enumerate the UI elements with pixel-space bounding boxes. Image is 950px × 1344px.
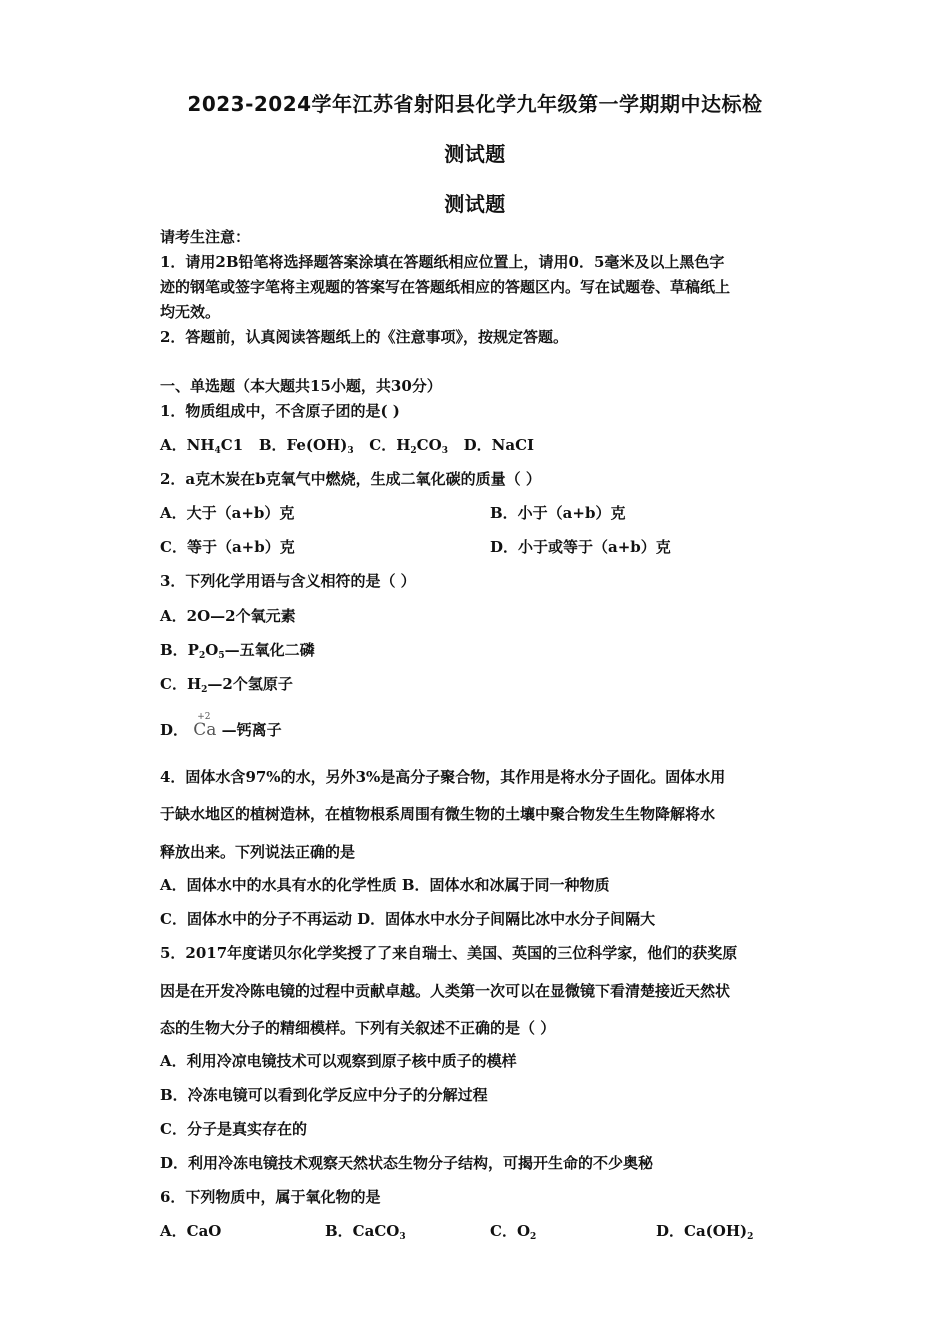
question-2-stem: 2．a克木炭在b克氧气中燃烧，生成二氧化碳的质量（ ） [160, 470, 541, 488]
page-title: 2023-2024学年江苏省射阳县化学九年级第一学期期中达标检 [187, 92, 763, 116]
notice-item-2: 2．答题前，认真阅读答题纸上的《注意事项》，按规定答题。 [160, 328, 568, 346]
q3-option-a: A．2O—2个氧元素 [160, 607, 296, 625]
notice-heading: 请考生注意： [160, 228, 251, 246]
question-4-stem-cont: 于缺水地区的植树造林，在植物根系周围有微生物的土壤中聚合物发生生物降解将水 [160, 805, 716, 823]
calcium-ion-symbol: +2 Ca [193, 712, 217, 740]
question-5-stem-cont: 因是在开发冷陈电镜的过程中贡献卓越。人类第一次可以在显微镜下看清楚接近天然状 [160, 982, 731, 1000]
notice-item-1-cont: 迹的钢笔或签字笔将主观题的答案写在答题纸相应的答题区内。写在试题卷、草稿纸上 [160, 278, 731, 296]
q5-option-d: D．利用冷冻电镜技术观察天然状态生物分子结构，可揭开生命的不少奥秘 [160, 1154, 654, 1172]
notice-item-1-end: 均无效。 [160, 303, 221, 321]
q6-option-d: D．$Ca(OH)_2$ [656, 1222, 754, 1242]
q2-option-d: D．小于或等于（a+b）克 [490, 538, 671, 556]
page-subtitle: 测试题 [444, 192, 506, 216]
question-1-stem: 1．物质组成中，不含原子团的是( ) [160, 402, 400, 420]
q3-option-b: B．$P_2O_5—$五氧化二磷 [160, 641, 315, 661]
question-6-stem: 6．下列物质中，属于氧化物的是 [160, 1188, 381, 1206]
q2-option-a: A．大于（a+b）克 [160, 504, 295, 522]
q1-option-c: C．$H_2CO_3$ [369, 436, 448, 456]
notice-item-1: 1．请用2B铅笔将选择题答案涂填在答题纸相应位置上，请用0．5毫米及以上黑色字 [160, 253, 725, 271]
question-5-stem-end: 态的生物大分子的精细模样。下列有关叙述不正确的是（ ） [160, 1019, 556, 1037]
q6-option-b: B．CaCO$_3$ [325, 1222, 406, 1242]
section-heading: 一、单选题（本大题共15小题，共30分） [160, 377, 442, 395]
q1-option-d: D．NaCI [463, 436, 535, 454]
q4-options-ab: A．固体水中的水具有水的化学性质 B．固体水和冰属于同一种物质 [160, 876, 610, 894]
q5-option-c: C．分子是真实存在的 [160, 1120, 307, 1138]
question-4-stem: 4．固体水含97%的水，另外3%是高分子聚合物，其作用是将水分子固化。固体水用 [160, 768, 726, 786]
question-1-options [160, 435, 534, 461]
q1-option-b: B．$Fe(OH)_3$ [258, 436, 354, 456]
page-title-line2: 测试题 [444, 142, 506, 166]
q3-option-d: D． +2 Ca —钙离子 [160, 712, 282, 740]
q4-options-cd: C．固体水中的分子不再运动 D．固体水中水分子间隔比冰中水分子间隔大 [160, 910, 656, 928]
q6-option-c: C．$O_2$ [490, 1222, 537, 1242]
q3-option-c: C．$H_2—2$个氢原子 [160, 675, 293, 695]
question-3-stem: 3．下列化学用语与含义相符的是（ ） [160, 572, 416, 590]
q2-option-b: B．小于（a+b）克 [490, 504, 626, 522]
question-5-stem: 5．2017年度诺贝尔化学奖授了了来自瑞士、美国、英国的三位科学家，他们的获奖原 [160, 944, 738, 962]
q5-option-b: B．冷冻电镜可以看到化学反应中分子的分解过程 [160, 1086, 488, 1104]
q1-option-a: A．$NH_4C1$ [160, 436, 244, 456]
q5-option-a: A．利用冷凉电镜技术可以观察到原子核中质子的模样 [160, 1052, 517, 1070]
question-4-stem-end: 释放出来。下列说法正确的是 [160, 843, 356, 861]
q2-option-c: C．等于（a+b）克 [160, 538, 295, 556]
q6-option-a: A．CaO [160, 1222, 222, 1240]
